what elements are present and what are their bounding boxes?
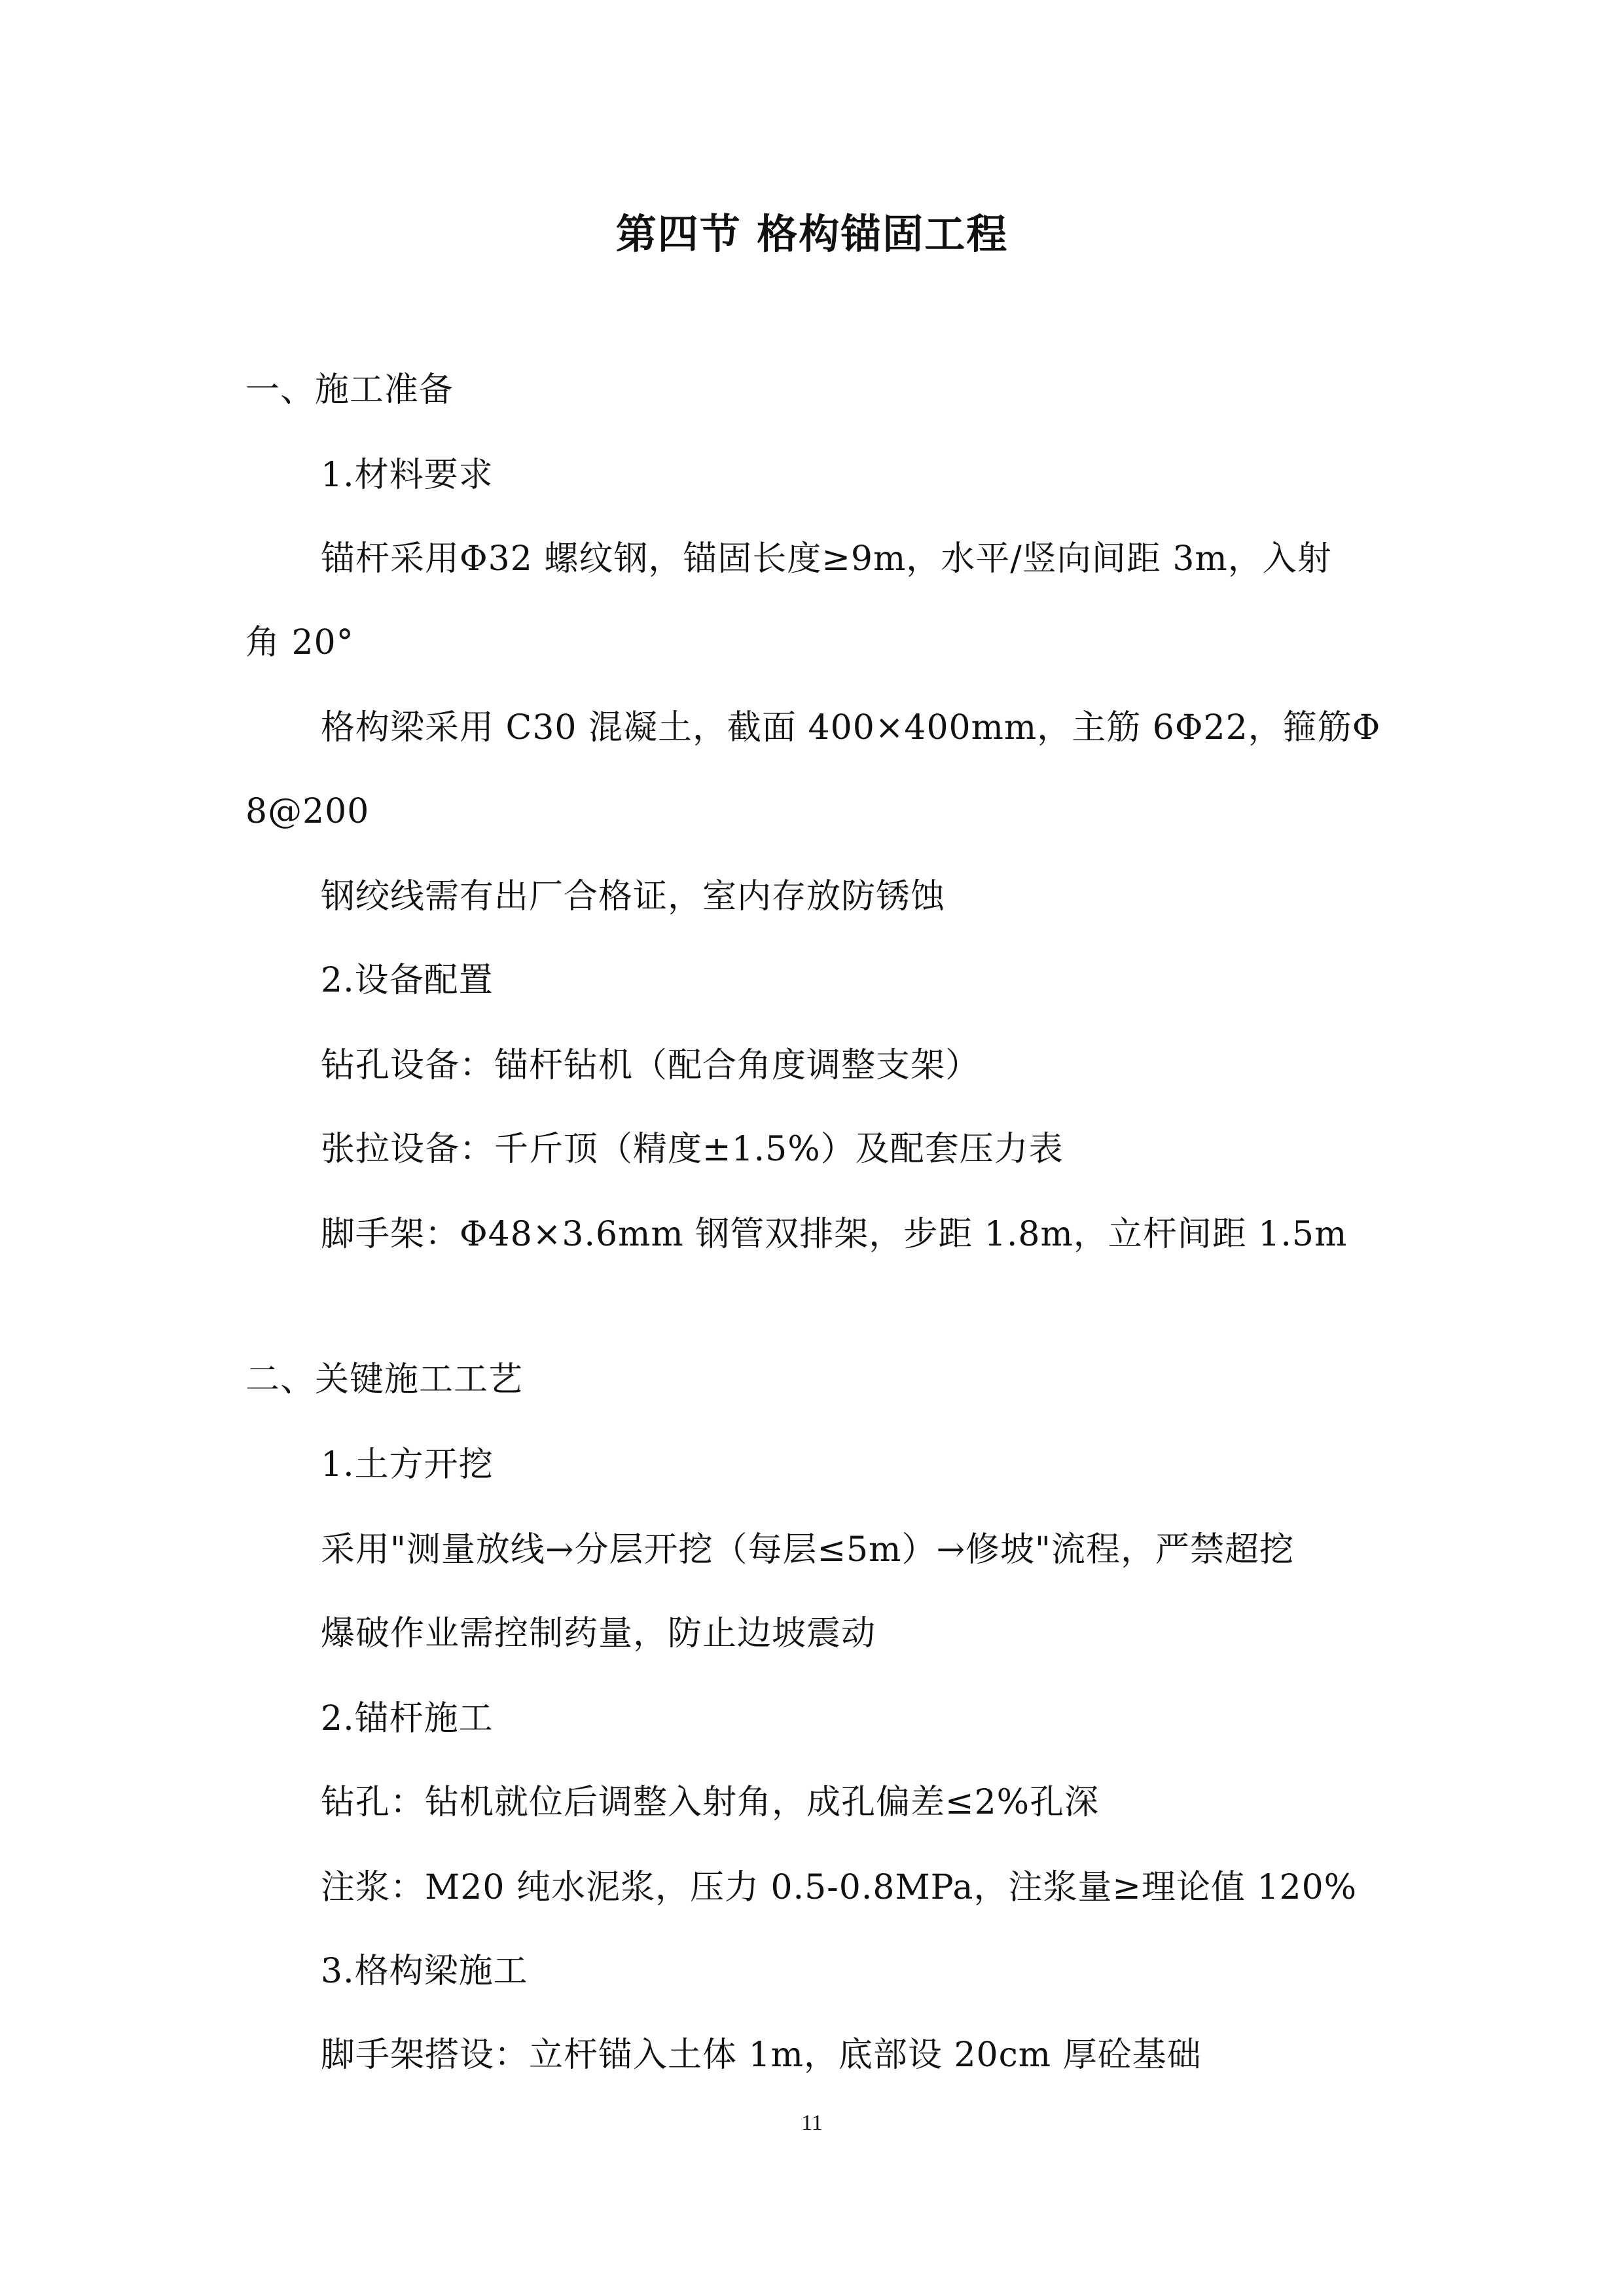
paragraph-scaffold: 脚手架：Φ48×3.6mm 钢管双排架，步距 1.8m，立杆间距 1.5m [321,1215,1348,1254]
paragraph-excavation-flow: 采用"测量放线→分层开挖（每层≤5m）→修坡"流程，严禁超挖 [321,1530,1294,1570]
paragraph-lattice-beam: 格构梁采用 C30 混凝土，截面 400×400mm，主筋 6Φ22，箍筋Φ [321,708,1381,747]
paragraph-drilling: 钻孔：钻机就位后调整入射角，成孔偏差≤2%孔深 [321,1783,1100,1822]
section-heading-preparation: 一、施工准备 [245,370,454,410]
paragraph-lattice-beam-continued: 8@200 [245,792,370,831]
subheading-anchor-construction: 2.锚杆施工 [321,1699,494,1738]
paragraph-tensioning-equipment: 张拉设备：千斤顶（精度±1.5%）及配套压力表 [321,1130,1064,1169]
paragraph-anchor-rod: 锚杆采用Φ32 螺纹钢，锚固长度≥9m，水平/竖向间距 3m，入射 [321,539,1332,579]
paragraph-steel-strand: 钢绞线需有出厂合格证，室内存放防锈蚀 [321,877,946,916]
paragraph-grouting: 注浆：M20 纯水泥浆，压力 0.5-0.8MPa，注浆量≥理论值 120% [321,1868,1358,1907]
subheading-material-requirements: 1.材料要求 [321,456,494,495]
subheading-earthwork: 1.土方开挖 [321,1445,494,1484]
paragraph-blasting: 爆破作业需控制药量，防止边坡震动 [321,1614,876,1653]
paragraph-scaffold-erection: 脚手架搭设：立杆锚入土体 1m，底部设 20cm 厚砼基础 [321,2036,1202,2075]
subheading-equipment: 2.设备配置 [321,961,494,1000]
paragraph-anchor-rod-continued: 角 20° [245,623,354,662]
section-heading-key-process: 二、关键施工工艺 [245,1360,524,1399]
page-number: 11 [801,2111,823,2135]
subheading-lattice-beam-construction: 3.格构梁施工 [321,1952,528,1991]
paragraph-drilling-equipment: 钻孔设备：锚杆钻机（配合角度调整支架） [321,1046,981,1085]
page-title: 第四节 格构锚固工程 [615,210,1009,258]
